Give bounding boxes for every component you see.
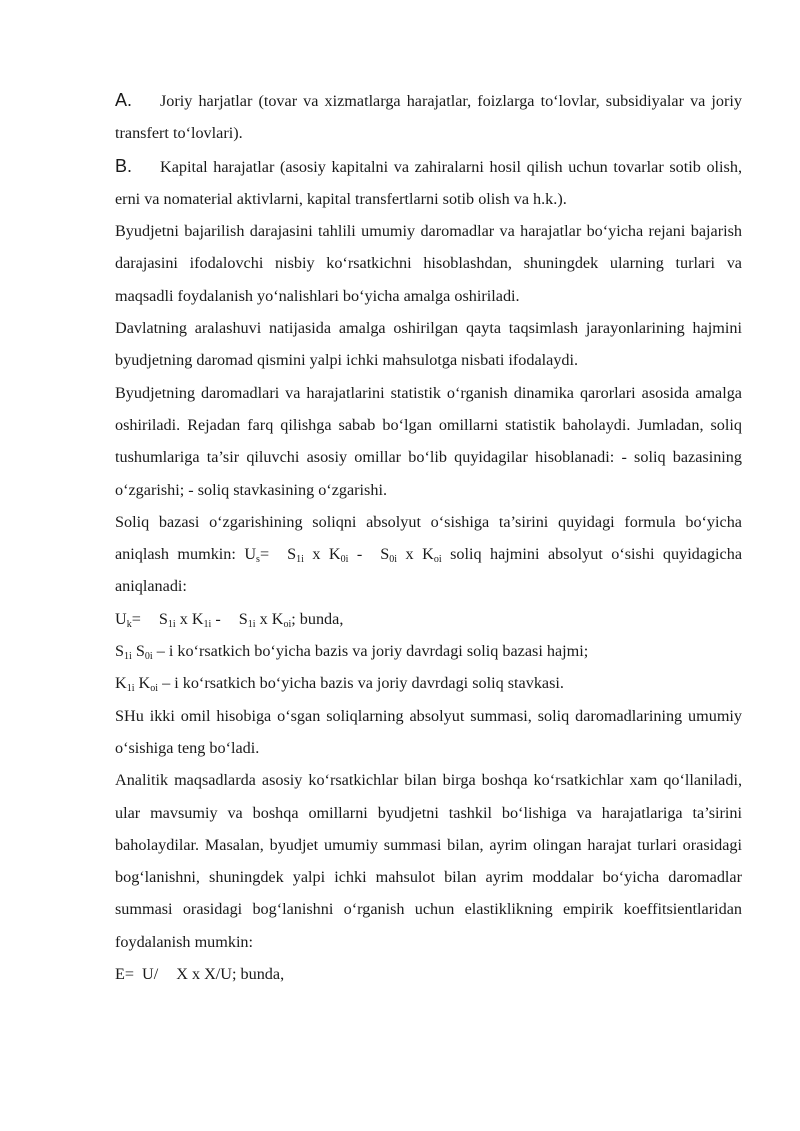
subscript: 0i: [340, 554, 349, 566]
definition-tax-base: [115, 635, 742, 667]
formula-tail: soliq hajmini absolyut o‘sishi quyidagicha aniqlanadi:: [115, 545, 743, 596]
formula-symbol: S: [131, 642, 145, 661]
subscript: 1i: [126, 683, 135, 695]
formula-symbol: x K: [175, 609, 204, 628]
formula-symbol: S: [238, 609, 248, 628]
subscript: 1i: [296, 554, 304, 566]
formula-symbol: S: [158, 609, 168, 628]
formula-minus: -: [348, 545, 363, 564]
formula-symbol: S: [380, 545, 390, 564]
subscript: 1i: [247, 618, 256, 630]
subscript: 1i: [167, 618, 176, 630]
formula-tail: X x X/U; bunda,: [176, 965, 285, 984]
formula-minus: -: [211, 609, 221, 628]
paragraph-absolute-sum: SHu ikki omil hisobiga o‘sgan soliqlarning absolyut summasi, soliq daromadlarining umumiy o‘sishiga teng bo‘ladi.: [115, 706, 742, 757]
list-item-b: [115, 150, 742, 216]
subscript: oi: [150, 683, 159, 695]
formula-symbol: K: [115, 674, 127, 693]
subscript: oi: [433, 554, 442, 566]
subscript: k: [126, 618, 132, 630]
subscript: 0i: [389, 554, 398, 566]
formula-symbol: U/: [142, 965, 159, 984]
formula-symbol: K: [134, 674, 151, 693]
formula-symbol: x K: [303, 545, 341, 564]
list-item-a: [115, 84, 742, 150]
subscript: s: [256, 554, 260, 566]
paragraph-tax-base-formula: [115, 506, 742, 603]
formula-symbol: x K: [255, 609, 284, 628]
definition-text: – i ko‘rsatkich bo‘yicha bazis va joriy davrdagi soliq stavkasi.: [158, 674, 564, 693]
list-marker-a: A.: [115, 90, 133, 110]
paragraph-analytical: Analitik maqsadlarda asosiy ko‘rsatkichlar bilan birga boshqa ko‘rsatkichlar xam qo‘llaniladi, ular mavsumiy va boshqa omillarni byudjetni tashkil bo‘lishiga va harajatlariga ta’sirini baholaydilar. Masalan, byudjet umumiy summasi bilan, ayrim olingan harajat turlari orasidagi bog‘lanishni, shuningdek yalpi ichki mahsulot bilan ayrim moddalar bo‘yicha daromadlar summasi orasidagi bog‘lanishni o‘rganish uchun elastiklikning empirik koeffitsientlaridan foydalanish mumkin:: [115, 771, 742, 951]
formula-tail: ; bunda,: [291, 609, 344, 628]
list-item-b-text: Kapital harajatlar (asosiy kapitalni va zahiralarni hosil qilish uchun tovarlar sotib olish, erni va nomaterial aktivlarni, kapital transfertlarni sotib olish va h.k.).: [115, 157, 742, 208]
formula-elasticity: [115, 958, 742, 990]
formula-eq: =: [259, 545, 270, 564]
list-item-a-text: Joriy harjatlar (tovar va xizmatlarga harajatlar, foizlarga to‘lovlar, subsidiyalar va joriy transfert to‘lovlari).: [115, 92, 742, 143]
paragraph-budget-analysis: Byudjetni bajarilish darajasini tahlili umumiy daromadlar va harajatlar bo‘yicha rejani bajarish darajasini ifodalovchi nisbiy ko‘rsatkichni hisoblashdan, shuningdek ularning turlari va maqsadli foydalanish yo‘nalishlari bo‘yicha amalga oshiriladi.: [115, 222, 742, 305]
formula-symbol: x K: [397, 545, 434, 564]
formula-eq: =: [131, 609, 141, 628]
formula-symbol: S: [115, 642, 125, 661]
list-marker-b: B.: [115, 155, 133, 176]
subscript: 1i: [203, 618, 212, 630]
document-page: [115, 84, 742, 990]
formula-intro: Soliq bazasi o‘zgarishining soliqni absolyut o‘sishiga ta’sirini quyidagi formula bo‘yicha aniqlash mumkin: U: [115, 512, 742, 564]
definition-tax-rate: [115, 667, 742, 699]
formula-symbol: E=: [115, 965, 135, 984]
subscript: 1i: [124, 651, 132, 663]
subscript: 0i: [144, 651, 153, 663]
paragraph-statistics: Byudjetning daromadlari va harajatlarini statistik o‘rganish dinamika qarorlari asosida amalga oshiriladi. Rejadan farq qilishga sabab bo‘lgan omillarni statistik baholaydi. Jumladan, soliq tushumlariga ta’sir qiluvchi asosiy omillar bo‘lib quyidagilar hisoblanadi: - soliq bazasining o‘zgarishi; - soliq stavkasining o‘zgarishi.: [115, 383, 742, 499]
formula-uk: [115, 603, 742, 635]
subscript: oi: [283, 618, 292, 630]
paragraph-redistribution: Davlatning aralashuvi natijasida amalga oshirilgan qayta taqsimlash jarayonlarining hajmini byudjetning daromad qismini yalpi ichki mahsulotga nisbati ifodalaydi.: [115, 319, 742, 370]
formula-symbol: S: [287, 545, 297, 564]
formula-symbol: U: [115, 609, 127, 628]
definition-text: – i ko‘rsatkich bo‘yicha bazis va joriy davrdagi soliq bazasi hajmi;: [152, 642, 589, 661]
